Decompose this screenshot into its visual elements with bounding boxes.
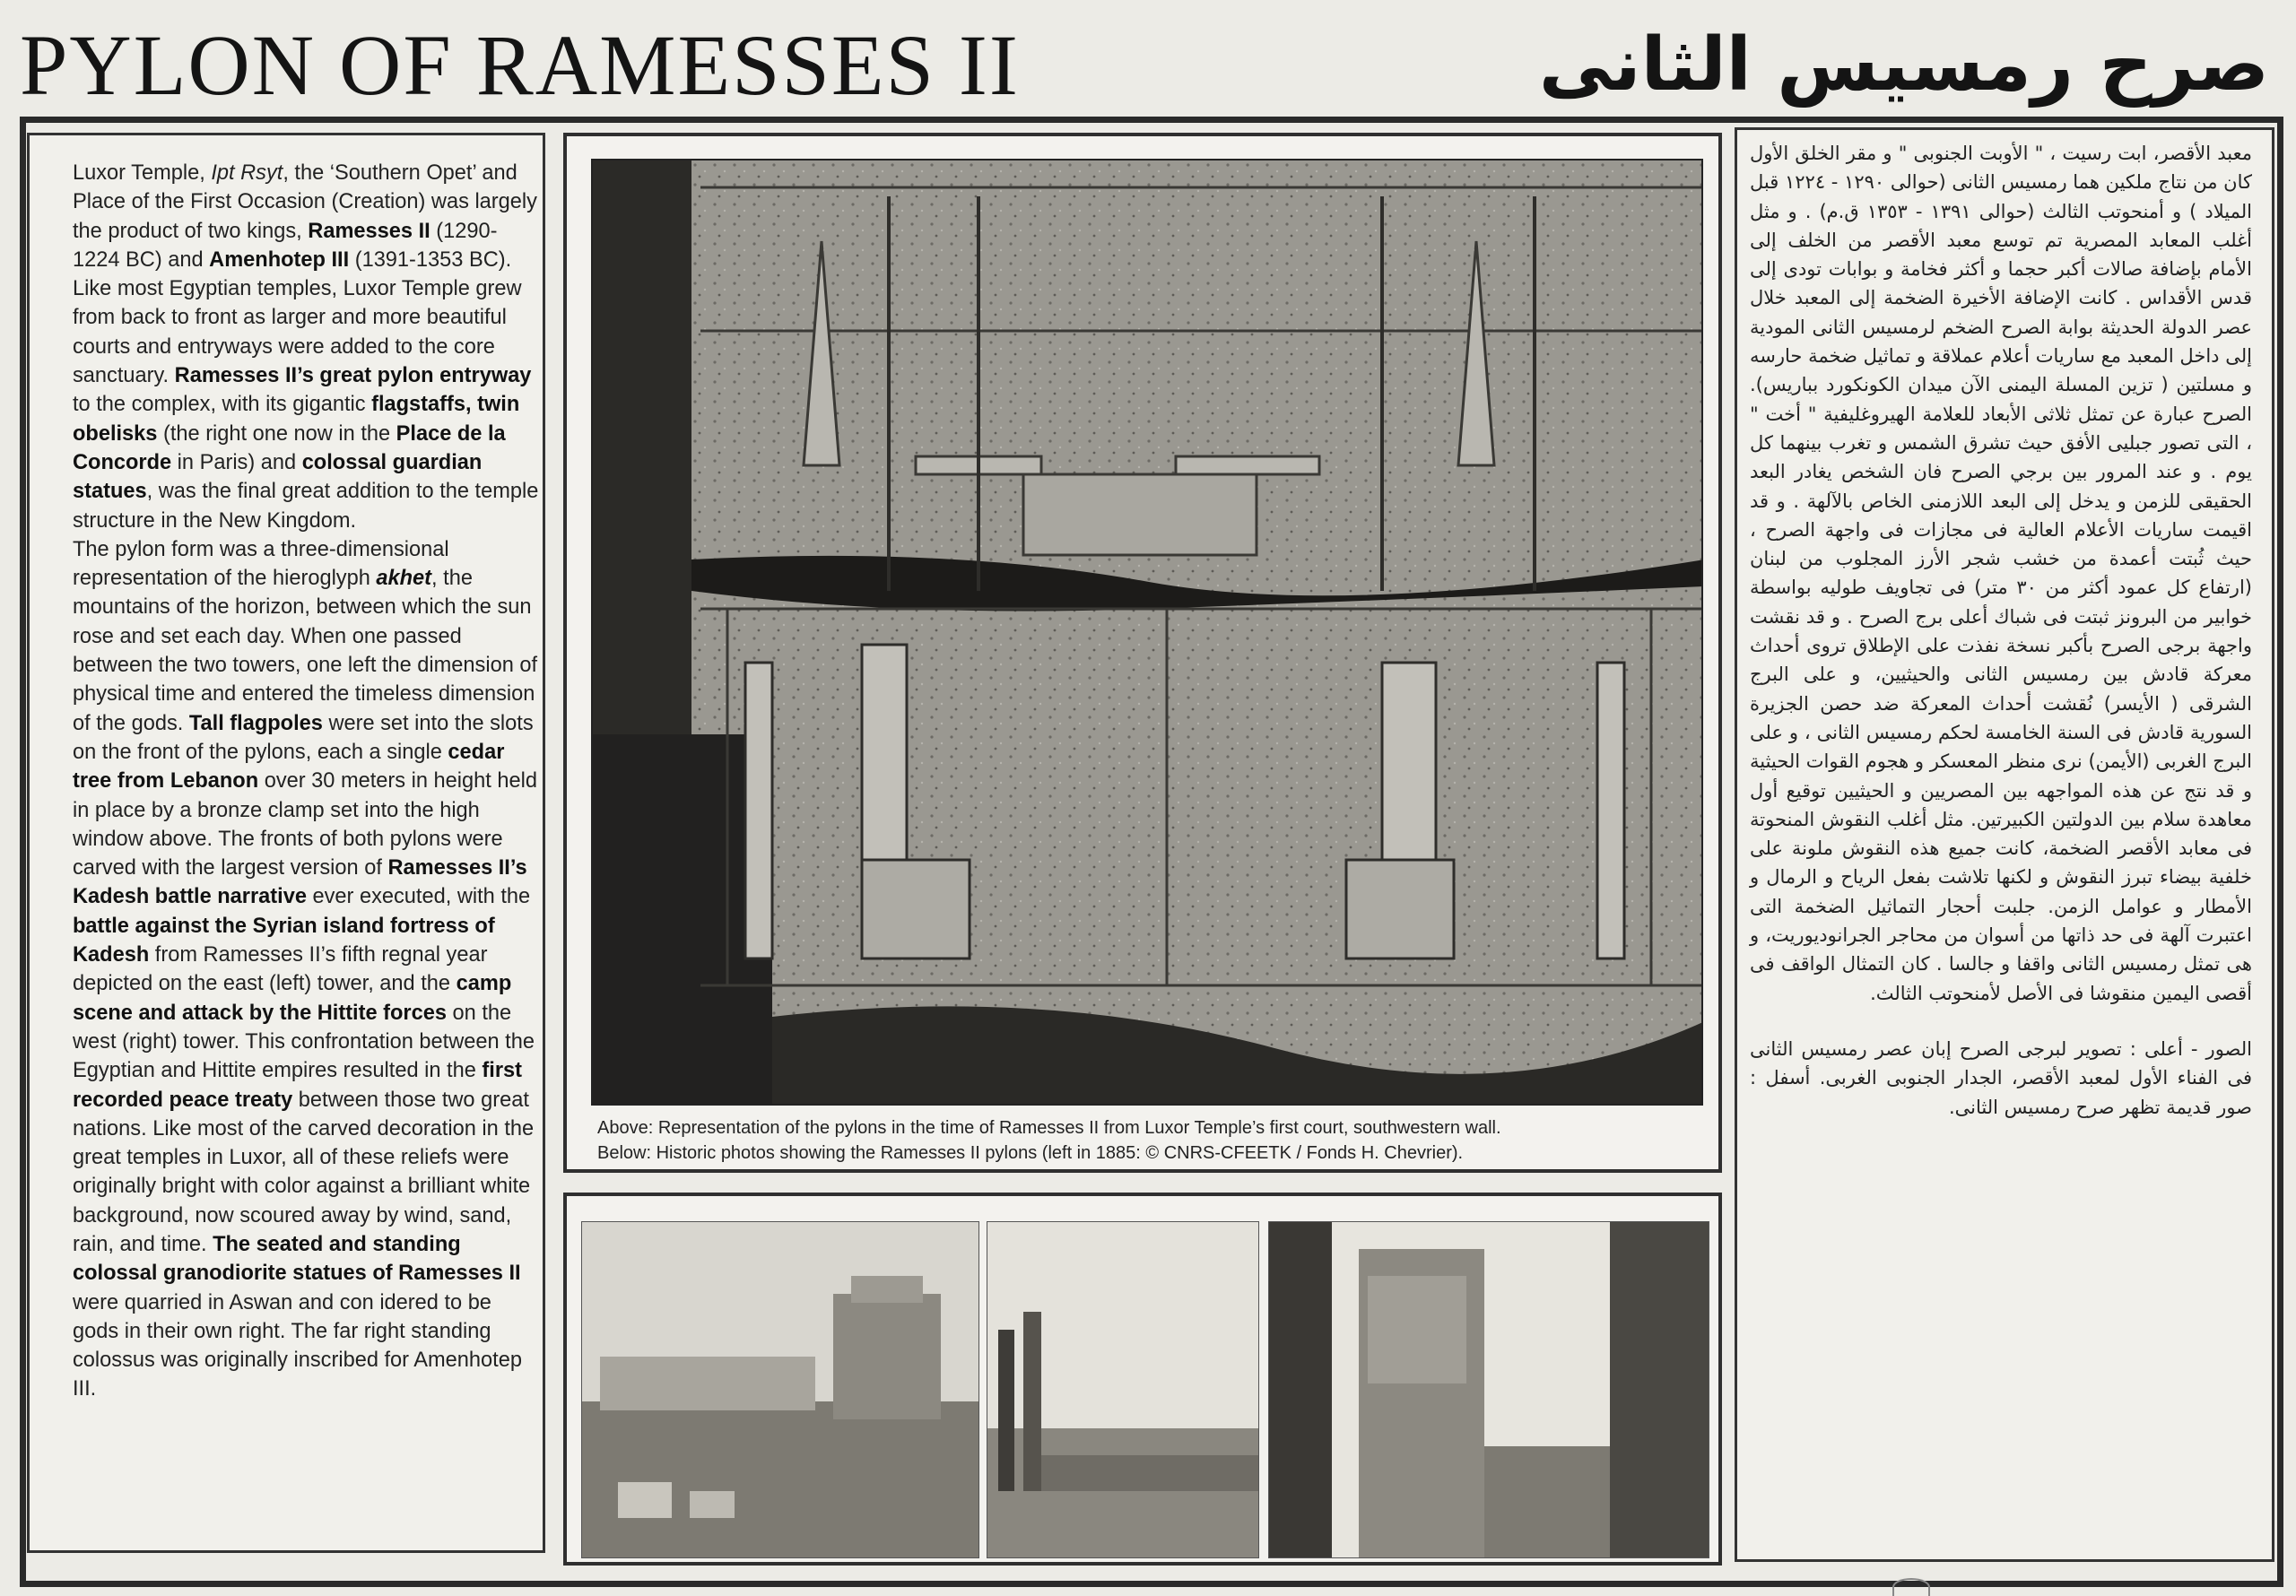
arabic-text-panel	[1735, 127, 2274, 1562]
title-english: PYLON OF RAMESSES II	[20, 17, 1020, 113]
relief-photo	[591, 159, 1703, 1106]
english-text-segment: Ramesses II	[308, 219, 430, 243]
english-text-segment: (1391-1353 BC). Like most Egyptian temples, Luxor Temple grew from back to front as larger and more beautiful courts and entryways were added to the core sanctuary.	[73, 247, 522, 388]
caption-below: Below: Historic photos showing the Ramesses II pylons (left in 1885: © CNRS-CFEETK / Fonds H. Chevrier).	[597, 1143, 1464, 1163]
english-text-segment: Place de la Concorde	[73, 421, 506, 474]
english-text-segment: flagstaffs, twin obelisks	[73, 393, 520, 446]
historic-photo-1885	[581, 1221, 979, 1558]
english-text-segment: Ipt Rsyt	[211, 161, 283, 185]
english-text-segment: (the right one now in the	[157, 421, 396, 446]
english-text-segment: Amenhotep III	[209, 247, 350, 272]
english-text-segment: to the complex, with its gigantic	[73, 393, 372, 417]
english-text-segment: Luxor Temple,	[73, 161, 212, 185]
spacer	[1750, 1008, 2252, 1035]
english-text-segment: colossal guardian statues	[73, 450, 483, 504]
english-text-segment: , the ‘Southern Opet’ and Place of the First Occasion (Creation) was largely the product of two kings,	[73, 161, 537, 243]
english-text-segment: The pylon form was a three-dimensional representation of the hieroglyph	[73, 537, 449, 591]
english-text-segment: first recorded peace treaty	[73, 1059, 522, 1112]
english-body-text	[73, 159, 539, 1404]
english-text-segment: (1290-1224 BC) and	[73, 219, 498, 272]
historic-photo-pylon	[1268, 1221, 1709, 1558]
caption-above: Above: Representation of the pylons in the time of Ramesses II from Luxor Temple’s first court, southwestern wall.	[597, 1118, 1501, 1138]
english-text-segment: akhet	[376, 567, 432, 591]
english-text-panel	[27, 133, 545, 1553]
english-text-segment: Ramesses II’s Kadesh battle narrative	[73, 856, 527, 909]
english-text-segment: over 30 meters in height held in place by a bronze clamp set into the high window above. The fronts of both pylons were carved with the largest version of	[73, 769, 537, 880]
english-text-segment: in Paris) and	[171, 450, 302, 474]
english-text-segment: were quarried in Aswan and con idered to be gods in their own right. The far right standing colossus was originally inscribed for Amenhotep III.	[73, 1290, 522, 1401]
english-text-segment: on the west (right) tower. This confrontation between the Egyptian and Hittite empires resulted in the	[73, 1001, 535, 1083]
english-text-segment: Tall flagpoles	[188, 711, 323, 735]
historic-photos-panel	[563, 1193, 1722, 1566]
arabic-caption: الصور - أعلى : تصوير لبرجى الصرح إبان عصر رمسيس الثانى فى الفناء الأول لمعبد الأقصر، الجدار الجنوبى الغربى. أسفل : صور قديمة تظهر صرح رمسيس الثانى.	[1750, 1037, 2252, 1118]
english-text-segment: ever executed, with the	[306, 885, 531, 909]
english-text-segment: , was the final great addition to the temple structure in the New Kingdom.	[73, 480, 539, 533]
english-text-segment: between those two great nations. Like most of the carved decoration in the great temples in Luxor, all of these reliefs were originally bright with color against a brilliant white background, now scoured away by wind, sand, rain, and time.	[73, 1088, 535, 1256]
english-text-segment: cedar tree from Lebanon	[73, 740, 505, 794]
photo-caption	[597, 1115, 1700, 1166]
english-paragraph-1	[73, 159, 539, 535]
relief-photo-panel	[563, 133, 1722, 1173]
english-text-segment: Ramesses II’s great pylon entryway	[174, 364, 532, 388]
arabic-body-text	[1750, 139, 2252, 1122]
historic-photo-obelisk	[987, 1221, 1259, 1558]
title-arabic: صرح رمسيس الثانى	[1538, 22, 2269, 108]
english-text-segment: , the mountains of the horizon, between which the sun rose and set each day. When one passed between the two towers, one left the dimension of physical time and entered the timeless dimension of the gods.	[73, 567, 538, 735]
english-text-segment: from Ramesses II’s fifth regnal year depicted on the east (left) tower, and the	[73, 943, 488, 996]
arabic-paragraph: معبد الأقصر، ابت رسيت ، " الأوبت الجنوبى " و مقر الخلق الأول كان من نتاج ملكين هما رمسيس الثانى (حوالى ١٢٩٠ - ١٢٢٤ قبل الميلاد ) و أمنحوتب الثالث (حوالى ١٣٩١ - ١٣٥٣ ق.م) . و مثل أغلب المعابد المصرية تم توسع معبد الأقصر من الخلف إلى الأمام بإضافة صالات أكبر حجما و أكثر فخامة و بوابات تودى إلى قدس الأقداس . كانت الإضافة الأخيرة الضخمة إلى المعبد خلال عصر الدولة الحديثة بوابة الصرح الضخم لرمسيس الثانى المودية إلى داخل المعبد مع ساريات أعلام عملاقة و تماثيل ضخمة حارسه و مسلتين ( تزين المسلة اليمنى الآن ميدان الكونكورد بباريس). الصرح عبارة عن تمثل ثلاثى الأبعاد للعلامة الهيروغليفية " أخت " ، التى تصور جبليى الأفق حيث تشرق الشمس و تغرب بينهما كل يوم . و عند المرور بين برجي الصرح فان الشخص يغادر البعد الحقيقى للزمن و يدخل إلى البعد اللازمنى الخاص بالآلهة . و قد اقيمت ساريات الأعلام العالية فى مجازات فى واجهة الصرح ، حيث ثُبتت أعمدة من خشب شجر الأرز المجلوب من لبنان (ارتفاع كل عمود أكثر من ٣٠ متر) فى تجاويف طوليه بواسطة خوابير من البرونز ثبتت فى شباك أعلى برج الصرح . و قد نقشت واجهة برجى الصرح بأكبر نسخة نفذت على الإطلاق تروى أحداث معركة قادش بين رمسيس الثانى والحيثيين، و على البرج الشرقى ( الأيسر) نُقشت أحداث المعركة ضد حصن الجزيرة السورية قادش فى السنة الخامسة لحكم رمسيس الثانى ، و على البرج الغربى (الأيمن) نرى منظر المعسكر و هجوم القوات الحيثية و قد نتج عن هذه المواجهه بين المصريين و الحيثيين توقيع أول معاهدة سلام بين الدولتين الكبيرتين. مثل أغلب النقوش المنحوتة فى معابد الأقصر الضخمة، كانت جميع هذه النقوش ملونة على خلفية بيضاء تبرز النقوش و لكنها تلاشت بفعل الرياح و الرمال و الأمطار و عوامل الزمن. جلبت أحجار التماثيل الضخمة التى اعتبرت آلهة فى حد ذاتها من أسوان من محاجر الجرانوديوريت، و هى تمثل رمسيس الثانى واقفا و جالسا . كان التمثال الواقف فى أقصى اليمين منقوشا فى الأصل لأمنحوتب الثالث.	[1750, 143, 2252, 1004]
relief-illustration	[593, 160, 1703, 1106]
mounting-bolt	[1892, 1578, 1930, 1596]
english-text-segment: camp scene and attack by the Hittite forces	[73, 972, 512, 1025]
english-text-segment: battle against the Syrian island fortress of Kadesh	[73, 914, 495, 967]
english-text-segment: were set into the slots on the front of the pylons, each a single	[73, 711, 534, 764]
english-paragraph-2	[73, 535, 539, 1404]
english-text-segment: The seated and standing colossal granodiorite statues of Ramesses II	[73, 1232, 521, 1286]
